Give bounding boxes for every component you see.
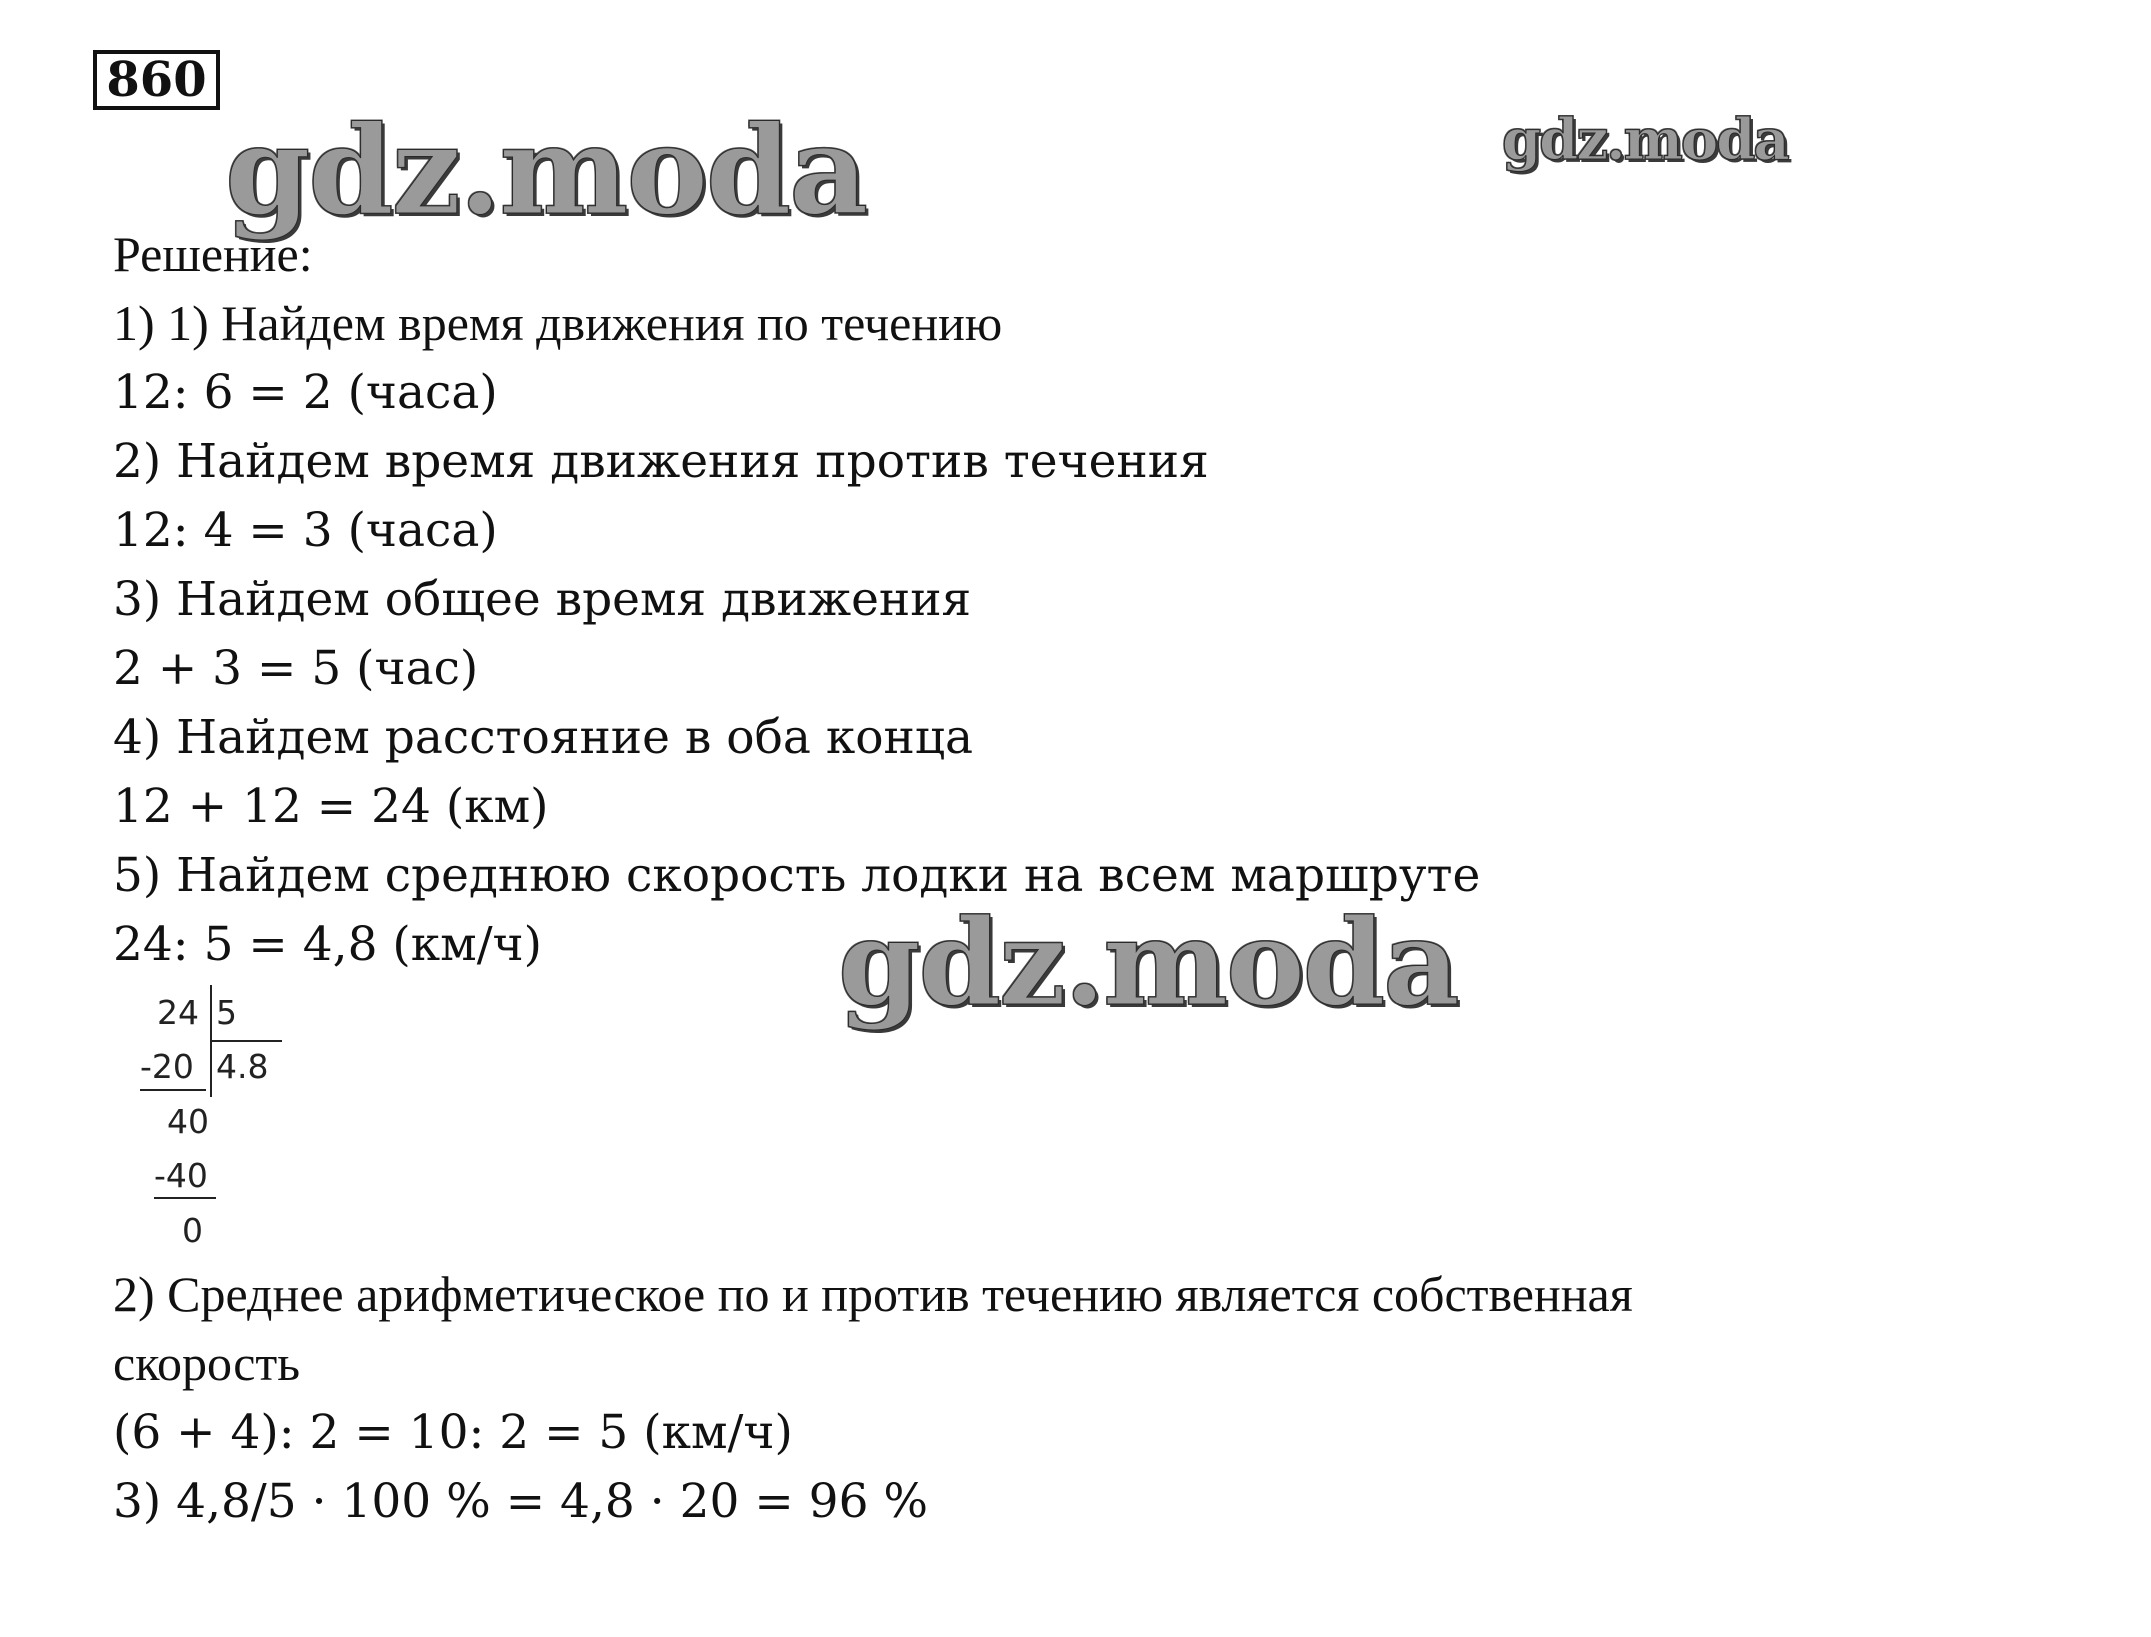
solution-line: 12: 4 = 3 (часа) [113,503,498,558]
division-quotient: 4.8 [216,1047,269,1086]
solution-line: 2) Найдем время движения против течения [113,434,1209,489]
solution-line: скорость [113,1335,301,1391]
division-dividend: 24 [157,993,199,1032]
division-divisor: 5 [216,993,237,1032]
solution-line: 1) 1) Найдем время движения по течению [113,295,1003,351]
solution-part-2 [113,1260,2073,1536]
solution-heading: Решение: [113,226,313,282]
solution-line: 2 + 3 = 5 (час) [113,641,479,696]
watermark: gdz.moda [1502,107,1788,173]
watermark: gdz.moda [838,893,1458,1032]
division-remainder: 40 [167,1102,209,1141]
solution-line: 24: 5 = 4,8 (км/ч) [113,917,542,972]
division-step: -20 [140,1047,194,1086]
solution-line: 12: 6 = 2 (часа) [113,365,498,420]
watermark: gdz.moda [225,98,867,242]
solution-line: 3) 4,8/5 · 100 % = 4,8 · 20 = 96 % [113,1474,929,1529]
division-step-rule [154,1197,216,1199]
solution-line: 3) Найдем общее время движения [113,572,972,627]
solution-line: 4) Найдем расстояние в оба конца [113,710,974,765]
solution-block [113,220,2073,979]
solution-line: 12 + 12 = 24 (км) [113,779,549,834]
division-quotient-rule [210,1040,282,1042]
solution-line: (6 + 4): 2 = 10: 2 = 5 (км/ч) [113,1405,793,1460]
division-step-rule [140,1089,206,1091]
task-number: 860 [93,50,220,110]
solution-line: 2) Среднее арифметическое по и против течению является собственная [113,1266,1633,1322]
solution-line: 5) Найдем среднюю скорость лодки на всем маршруте [113,848,1481,903]
division-remainder: 0 [182,1211,203,1250]
division-step: -40 [154,1156,208,1195]
